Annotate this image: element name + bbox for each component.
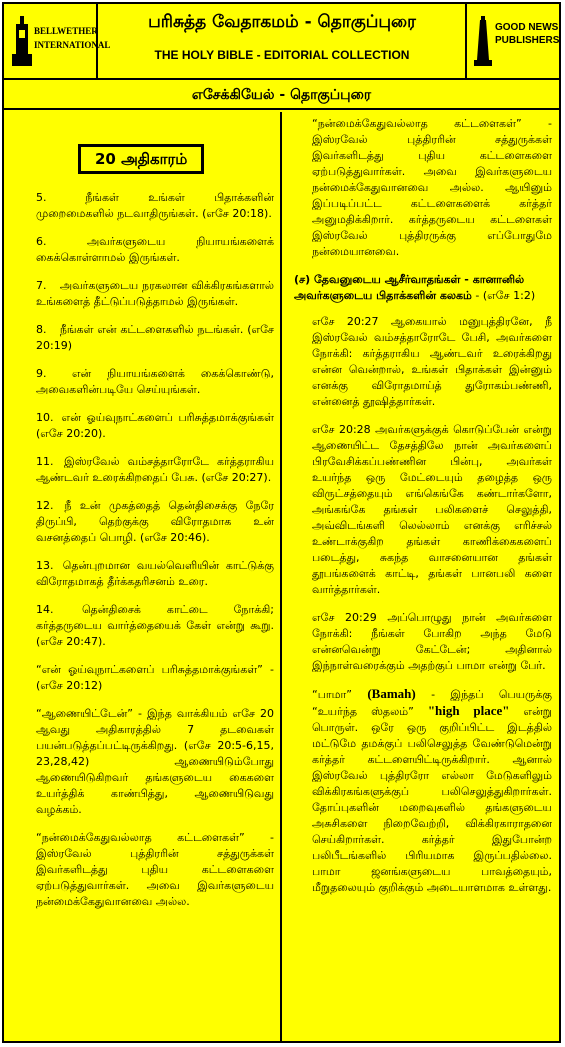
list-item-text: நீங்கள் என் கட்டளைகளில் நடங்கள். (எசே 20:19) bbox=[36, 323, 274, 352]
right-column bbox=[294, 112, 552, 908]
list-item-number: 14. bbox=[36, 603, 54, 616]
verse-list bbox=[294, 314, 552, 674]
list-item bbox=[18, 454, 274, 486]
verse-paragraph: எசே 20:28 அவர்களுக்குக் கொடுப்பேன் என்று ஆணையிட்ட தேசத்திலே நான் அவர்களைப் பிரவேசிக்கப்பண்ணின பின்பு, அவர்கள் உயர்ந்த ஒரு மேட்டையும் தழைத்த ஒரு விருட்சத்தையும் எங்கெங்கே கண்டார்களோ, அங்கங்கே தங்கள் பலிகளைச் செலுத்தி, அவ்விடங்களி லெல்லாம் எனக்கு எரிச்சல் உண்டாக்குகிற தங்கள் காணிக்கைகளைப் படைத்து, சுகந்த வாசனையான தங்கள் தூபங்களைக் காட்டி, தங்கள் பானபலி களை வார்த்தார்கள். bbox=[312, 423, 552, 596]
header-title-tamil: பரிசுத்த வேதாகமம் - தொகுப்புரை bbox=[148, 12, 416, 32]
header bbox=[4, 4, 559, 80]
list-item-number: 11. bbox=[36, 455, 54, 468]
list-item-text: தென்புறமான வயல்வெளியின் காட்டுக்கு விரோதமாகத் தீர்க்கதரிசனம் உரை. bbox=[36, 559, 275, 588]
list-item-text: நீங்கள் உங்கள் பிதாக்களின் முறைமைகளில் நடவாதிருங்கள். (எசே 20:18). bbox=[36, 191, 274, 220]
numbered-list bbox=[18, 190, 274, 650]
note-paragraph: “ஆணையிட்டேன்” - இந்த வாக்கியம் எசே 20 ஆவது அதிகாரத்தில் 7 தடவைகள் பயன்படுத்தப்பட்டிருக்கிறது. (எசே 20:5-6,15, 23,28,42) ஆணையிடும்போது ஆணையிடுகிறவர் தங்களுடைய கைகளை உயர்த்திக் காண்பித்து, ஆணையிடுவது வழக்கம். bbox=[36, 707, 274, 816]
good-news-logo bbox=[465, 4, 559, 78]
bell-tower-icon bbox=[10, 16, 34, 68]
list-item-text: அவர்களுடைய நியாயங்களைக் கைக்கொள்ளாமல் இருங்கள். bbox=[36, 235, 274, 264]
list-item-number: 9. bbox=[36, 367, 47, 380]
bamah-note bbox=[294, 686, 552, 896]
list-item bbox=[18, 234, 274, 266]
high-place-english: "high place" bbox=[427, 703, 510, 718]
list-item-number: 12. bbox=[36, 499, 54, 512]
note-paragraph: “நன்மைக்கேதுவல்லாத கட்டளைகள்” - இஸ்ரவேல் புத்திரரின் சத்துருக்கள் இவர்களிடத்து புதிய கட்டளைகளை ஏற்படுத்துவார்கள். அவை இவர்களுடைய நன்மைக்கேதுவானவை அல்ல. bbox=[36, 831, 274, 908]
note-paragraph: “என் ஓய்வுநாட்களைப் பரிசுத்தமாக்குங்கள்” - (எசே 20:12) bbox=[36, 663, 274, 692]
subsection-ref: - (எசே 1:2) bbox=[471, 289, 536, 302]
page-frame bbox=[2, 2, 561, 1043]
subsection-title: தேவனுடைய ஆசீர்வாதங்கள் - கானானில் அவர்களுடைய பிதாக்களின் கலகம் bbox=[294, 273, 525, 302]
bamah-text-1: - இந்தப் பெயருக்கு “உயர்ந்த ஸ்தலம்” bbox=[312, 688, 553, 718]
list-item bbox=[18, 322, 274, 354]
bellwether-logo-text: BELLWETHER INTERNATIONAL bbox=[34, 26, 111, 50]
list-item bbox=[18, 278, 274, 310]
subsection-heading bbox=[294, 272, 552, 304]
subsection-label: (ச) bbox=[294, 273, 311, 286]
list-item-number: 13. bbox=[36, 559, 54, 572]
right-intro: “நன்மைக்கேதுவல்லாத கட்டளைகள்” - இஸ்ரவேல் புத்திரரின் சத்துருக்கள் இவர்களிடத்து புதிய கட்டளைகளை ஏற்படுத்துவார்கள். அவை இவர்களுடைய நன்மைக்கேதுவானவை அல்ல. ஆயினும் இப்படிப்பட்ட கட்டளைகளைக் கர்த்தர் அனுமதிக்கிறார். கர்த்தருடைய கட்டளைகள் இஸ்ரவேல் புத்திரருக்கு எப்போதுமே நன்மையானவை. bbox=[312, 117, 552, 258]
list-item-number: 8. bbox=[36, 323, 47, 336]
list-item bbox=[18, 558, 274, 590]
list-item-number: 10. bbox=[36, 411, 54, 424]
bamah-text-2: என்று பொருள். ஒரே ஒரு குறிப்பிட்ட இடத்தில் மட்டுமே தமக்குப் பலிசெலுத்த வேண்டுமென்று கர்த்தர் கட்டளையிட்டிருக்கிறார். ஆனால் இஸ்ரவேல் புத்திரரோ எல்லா மேடுகளிலும் விக்கிரகங்களுக்குப் பலிசெலுத்துகிறார்கள். தோப்புகளின் மறைவுகளில் தங்களுடைய அசுசிகளை நிறைவேற்றி, விக்கிரகாராதனை செய்கிறார்கள். கர்த்தர் இதுபோன்ற பலிபீடங்களில் பிரியமாக இருப்பதில்லை. பாமா ஜனங்களுடைய பாவத்தையும், மீறுதலையும் குறிக்கும் அடையாளமாக உள்ளது. bbox=[312, 705, 552, 894]
verse-paragraph: எசே 20:27 ஆகையால் மனுபுத்திரனே, நீ இஸ்ரவேல் வம்சத்தாரோடே பேசி, அவர்களை நோக்கி: கர்த்தராகிய ஆண்டவர் உரைக்கிறது என்ன வென்றால், உங்கள் பிதாக்கள் இன்னும் எனக்கு விரோதமாய்த் துரோகம்பண்ணி, என்னைத் தூஷித்தார்கள். bbox=[312, 315, 552, 408]
list-item-text: தென்திசைக் காட்டை நோக்கி; கர்த்தருடைய வார்த்தையைக் கேள் என்று கூறு. (எசே 20:47). bbox=[36, 603, 274, 648]
list-item-text: இஸ்ரவேல் வம்சத்தாரோடே கர்த்தராகிய ஆண்டவர் உரைக்கிறதைப் பேசு. (எசே 20:27). bbox=[36, 455, 274, 484]
section-title: எசேக்கியேல் - தொகுப்புரை bbox=[4, 80, 559, 110]
list-item-text: நீ உன் முகத்தைத் தென்திசைக்கு நேரே திருப்பி, தெற்குக்கு விரோதமாக உன் வசனத்தைப் பொழி. (எசே 20:46). bbox=[36, 499, 274, 544]
list-item-number: 7. bbox=[36, 279, 47, 292]
bellwether-logo bbox=[4, 4, 111, 78]
good-news-logo-text: GOOD NEWS PUBLISHERS bbox=[495, 22, 560, 46]
column-divider bbox=[280, 112, 282, 1041]
list-item bbox=[18, 498, 274, 546]
list-item bbox=[18, 190, 274, 222]
verse-paragraph: எசே 20:29 அப்பொழுது நான் அவர்களை நோக்கி: நீங்கள் போகிற அந்த மேடு என்னவென்று கேட்டேன்; அதினால் இந்நாள்வரைக்கும் அதற்குப் பாமா என்று பேர். bbox=[312, 611, 552, 672]
chapter-heading: 20 அதிகாரம் bbox=[78, 144, 204, 174]
list-item bbox=[18, 602, 274, 650]
list-item-number: 5. bbox=[36, 191, 47, 204]
bamah-quote: “பாமா” bbox=[312, 688, 352, 701]
list-item-text: அவர்களுடைய நரகலான விக்கிரகங்களால் உங்களைத் தீட்டுப்படுத்தாமல் இருங்கள். bbox=[36, 279, 274, 308]
left-notes bbox=[18, 662, 274, 910]
bamah-english: (Bamah) bbox=[367, 686, 416, 701]
list-item bbox=[18, 366, 274, 398]
header-title-english: THE HOLY BIBLE - EDITORIAL COLLECTION bbox=[154, 48, 410, 62]
list-item-text: என் ஓய்வுநாட்களைப் பரிசுத்தமாக்குங்கள் (எசே 20:20). bbox=[36, 411, 274, 440]
list-item-number: 6. bbox=[36, 235, 47, 248]
lighthouse-icon bbox=[472, 16, 494, 68]
left-column bbox=[18, 112, 274, 922]
list-item bbox=[18, 410, 274, 442]
list-item-text: என் நியாயங்களைக் கைக்கொண்டு, அவைகளின்படியே செய்யுங்கள். bbox=[36, 367, 274, 396]
